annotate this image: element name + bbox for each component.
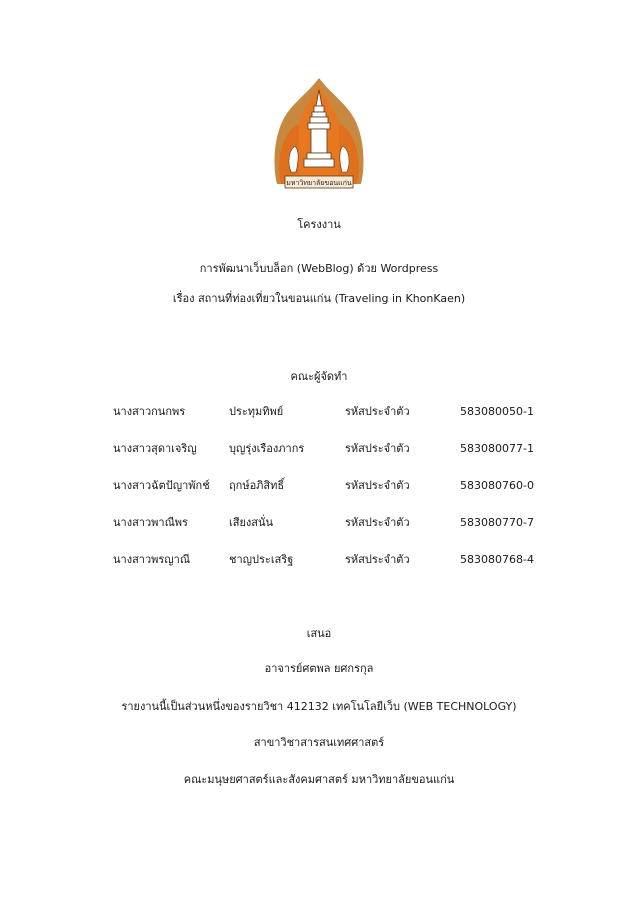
member-first-name: นางสาวสุดาเจริญ <box>113 442 197 455</box>
logo-banner-text: มหาวิทยาลัยขอนแก่น <box>286 179 352 187</box>
course-statement: รายงานนี้เป็นส่วนหนึ่งของรายวิชา 412132 เทคโนโลยีเว็บ (WEB TECHNOLOGY) <box>121 700 517 713</box>
present-label: เสนอ <box>306 627 332 640</box>
member-row <box>0 516 638 530</box>
project-subject: เรื่อง สถานที่ท่องเที่ยวในขอนแก่น (Traveling in KhonKaen) <box>172 292 466 305</box>
member-first-name: นางสาวพาณีพร <box>113 516 188 529</box>
member-id-label: รหัสประจำตัว <box>345 405 410 418</box>
member-student-id: 583080768-4 <box>460 553 534 566</box>
member-row <box>0 479 638 493</box>
team-heading: คณะผู้จัดทำ <box>290 370 348 383</box>
project-topic: การพัฒนาเว็บบล็อก (WebBlog) ด้วย Wordpress <box>199 262 439 275</box>
program-name: สาขาวิชาสารสนเทศศาสตร์ <box>253 736 385 749</box>
member-last-name: บุญรุ่งเรืองภากร <box>229 442 305 455</box>
member-row <box>0 553 638 567</box>
member-student-id: 583080760-0 <box>460 479 534 492</box>
khon-kaen-university-logo <box>269 76 369 198</box>
member-first-name: นางสาวพรญาณี <box>113 553 191 566</box>
member-student-id: 583080077-1 <box>460 442 534 455</box>
member-id-label: รหัสประจำตัว <box>345 442 410 455</box>
member-id-label: รหัสประจำตัว <box>345 553 410 566</box>
member-id-label: รหัสประจำตัว <box>345 516 410 529</box>
faculty-name: คณะมนุษยศาสตร์และสังคมศาสตร์ มหาวิทยาลัยขอนแก่น <box>183 773 455 786</box>
member-first-name: นางสาวฉัตปัญาพักช์ <box>113 479 210 492</box>
advisor-name: อาจารย์ศตพล ยศกรกุล <box>264 662 374 675</box>
member-first-name: นางสาวกนกพร <box>113 405 186 418</box>
member-last-name: เสียงสนั่น <box>229 516 274 529</box>
member-last-name: ฤกษ์อภิสิทธิ์ <box>229 479 285 492</box>
member-id-label: รหัสประจำตัว <box>345 479 410 492</box>
member-last-name: ประทุมทิพย์ <box>229 405 284 418</box>
member-row <box>0 405 638 419</box>
member-row <box>0 442 638 456</box>
project-label: โครงงาน <box>297 218 341 231</box>
member-student-id: 583080050-1 <box>460 405 534 418</box>
member-student-id: 583080770-7 <box>460 516 534 529</box>
member-last-name: ชาญประเสริฐ <box>229 553 294 566</box>
